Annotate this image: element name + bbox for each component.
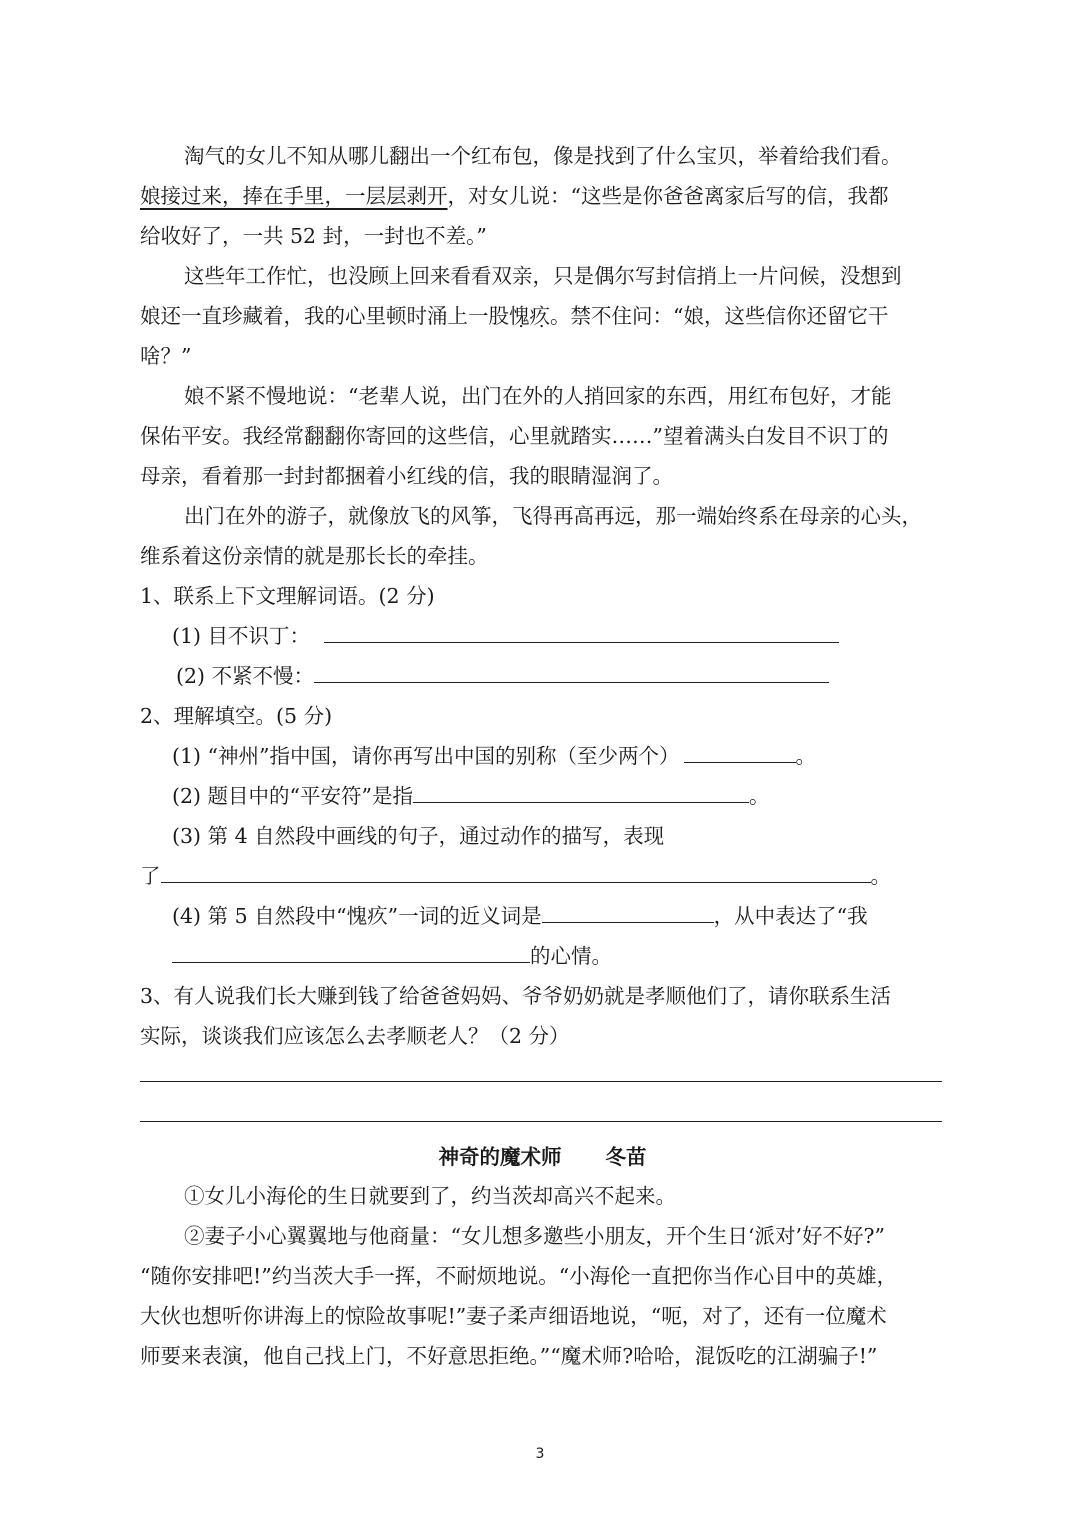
question-text: (4) 第 5 自然段中“愧疚”一词的近义词是	[172, 904, 542, 928]
answer-blank[interactable]	[542, 896, 714, 923]
answer-blank[interactable]	[684, 736, 796, 763]
question-1-b	[140, 656, 945, 696]
dotted-char: 疚	[529, 304, 550, 328]
answer-blank[interactable]	[413, 776, 749, 803]
passage-p3-line2: 保佑平安。我经常翻翻你寄回的这些信，心里就踏实……”望着满头白发目不识丁的	[140, 424, 889, 448]
story-line2: ②妻子小心翼翼地与他商量：“女儿想多邀些小朋友，开个生日‘派对’好不好?”	[184, 1224, 885, 1248]
answer-blank[interactable]	[324, 616, 839, 643]
story-line4: 大伙也想听你讲海上的惊险故事呢!”妻子柔声细语地说，“呃，对了，还有一位魔术	[140, 1304, 887, 1328]
question-2-4	[140, 896, 945, 936]
question-text: (2) 题目中的“平安符”是指	[172, 784, 414, 808]
story-title-text: 神奇的魔术师	[438, 1145, 562, 1169]
question-2-4-cont	[140, 936, 945, 976]
story-author: 冬苗	[605, 1145, 647, 1169]
passage-p1-line3: 给收好了，一共 52 封，一封也不差。”	[140, 224, 487, 248]
question-text: 。	[795, 744, 817, 768]
passage-p2-line1: 这些年工作忙，也没顾上回来看看双亲，只是偶尔写封信捎上一片问候，没想到	[184, 264, 902, 288]
passage-text: 。禁不住问：“娘，这些信你还留它干	[550, 304, 889, 328]
passage-p3-line3: 母亲，看着那一封封都捆着小红线的信，我的眼睛湿润了。	[140, 464, 673, 488]
passage-p4-line1: 出门在外的游子，就像放飞的风筝，飞得再高再远，那一端始终系在母亲的心头，	[184, 504, 922, 528]
story-line5: 师要来表演，他自己找上门，不好意思拒绝。”“魔术师?哈哈，混饭吃的江湖骗子!”	[140, 1344, 878, 1368]
question-text: 。	[749, 784, 770, 808]
passage-p2-line3: 啥？”	[140, 344, 192, 368]
question-2-2	[140, 776, 945, 816]
answer-blank[interactable]	[161, 856, 871, 883]
story-line3: “随你安排吧!”约当茨大手一挥，不耐烦地说。“小海伦一直把你当作心目中的英雄，	[140, 1264, 898, 1288]
passage-p2-line2	[140, 296, 945, 336]
question-2-3-cont	[140, 856, 945, 896]
passage-p4-line2: 维系着这份亲情的就是那长长的牵挂。	[140, 544, 489, 568]
question-2-1	[140, 736, 945, 776]
question-text: (1) 目不识丁：	[172, 624, 311, 648]
question-text: 了	[140, 864, 161, 888]
passage-p1-line2	[140, 176, 945, 216]
dotted-char: 愧	[509, 304, 530, 328]
question-2: 2、理解填空。(5 分)	[140, 704, 333, 728]
question-text: 的心情。	[530, 944, 612, 968]
question-1-a	[140, 616, 945, 656]
story-line1: ①女儿小海伦的生日就要到了，约当茨却高兴不起来。	[184, 1184, 676, 1208]
passage-text: 娘还一直珍藏着，我的心里顿时涌上一股	[140, 304, 509, 328]
underlined-sentence: 娘接过来，捧在手里，一层层剥开	[140, 184, 448, 208]
question-text: (1) “神州”指中国，请你再写出中国的别称（至少两个）	[172, 744, 680, 768]
passage-p3-line1: 娘不紧不慢地说：“老辈人说，出门在外的人捎回家的东西，用红布包好，才能	[184, 384, 892, 408]
passage-text: ，对女儿说：“这些是你爸爸离家后写的信，我都	[447, 184, 889, 208]
passage-p1-line1: 淘气的女儿不知从哪儿翻出一个红布包，像是找到了什么宝贝，举着给我们看。	[184, 144, 902, 168]
story-title	[140, 1137, 945, 1177]
answer-blank[interactable]	[314, 656, 829, 683]
question-text: ，从中表达了“我	[713, 904, 868, 928]
question-2-3: (3) 第 4 自然段中画线的句子，通过动作的描写，表现	[172, 824, 665, 848]
question-text: (2) 不紧不慢：	[176, 664, 315, 688]
answer-line[interactable]	[140, 1121, 942, 1122]
answer-blank[interactable]	[172, 936, 530, 963]
question-3-line1: 3、有人说我们长大赚到钱了给爸爸妈妈、爷爷奶奶就是孝顺他们了，请你联系生活	[140, 984, 892, 1008]
question-1: 1、联系上下文理解词语。(2 分)	[140, 584, 435, 608]
question-text: 。	[870, 864, 891, 888]
answer-line[interactable]	[140, 1081, 942, 1082]
question-3-line2: 实际，谈谈我们应该怎么去孝顺老人？（2 分）	[140, 1024, 570, 1048]
page-number: 3	[535, 1446, 545, 1462]
